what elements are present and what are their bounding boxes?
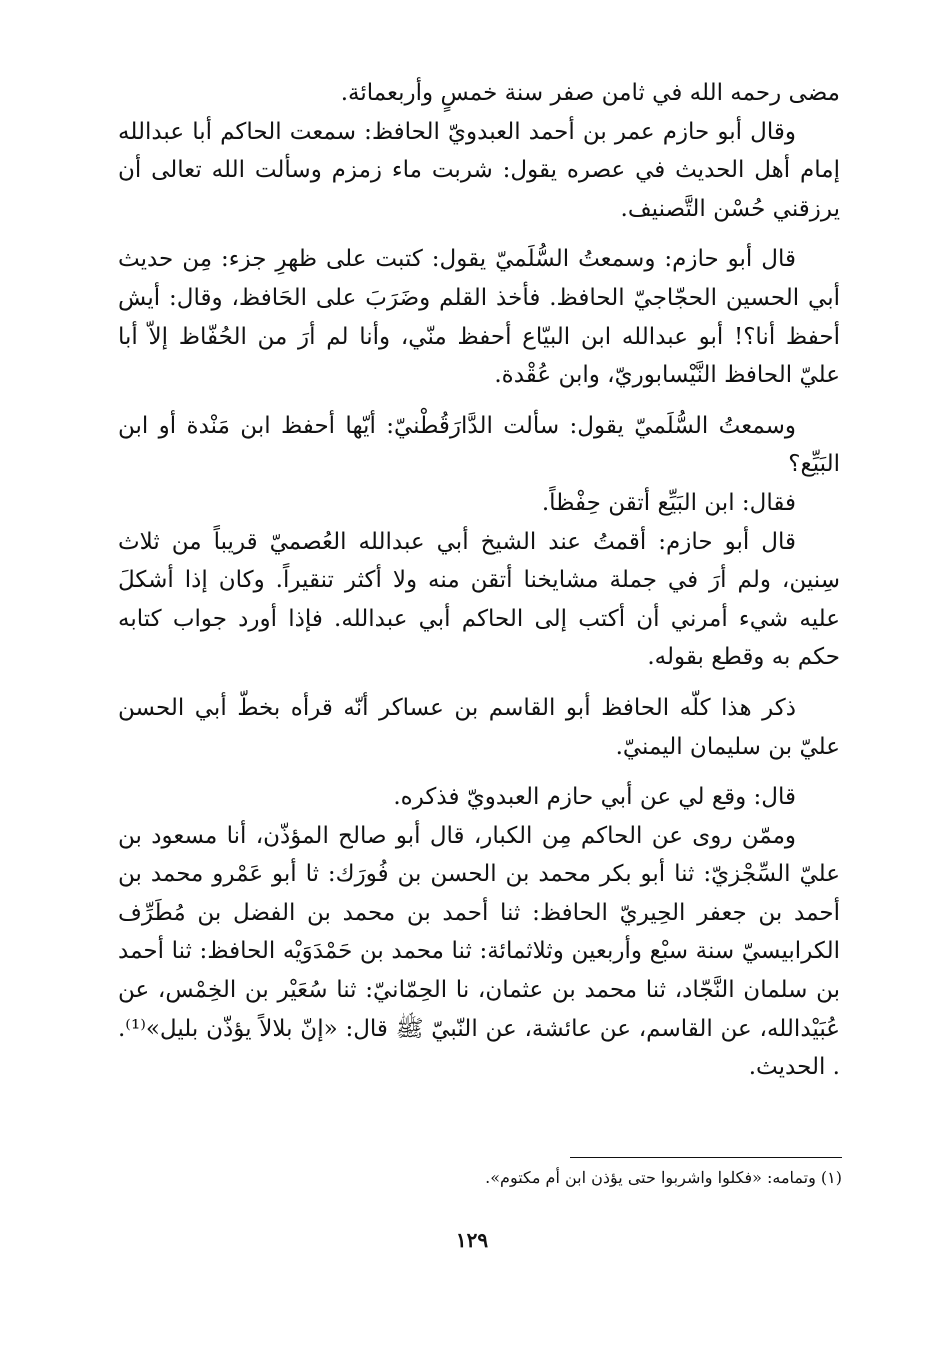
paragraph-7: ذكر هذا كلّه الحافظ أبو القاسم بن عساكر أنّه قرأه بخطّ أبي الحسن عليّ بن سليمان اليمنيّ.: [118, 694, 840, 760]
page-number: ١٢٩: [455, 1228, 489, 1252]
footnote-divider: [570, 1157, 842, 1158]
paragraph-2: وقال أبو حازم عمر بن أحمد العبدويّ الحافظ: سمعت الحاكم أبا عبدالله إمام أهل الحديث في عصره يقول: شربت ماء زمزم وسألت الله تعالى أن يرزقني حُسْن التَّصنيف.: [118, 118, 840, 222]
paragraph-1: مضى رحمه الله في ثامن صفر سنة خمسٍ وأربعمائة.: [340, 80, 840, 106]
paragraph-8: قال: وقع لي عن أبي حازم العبدويّ فذكره.: [393, 784, 796, 811]
paragraph-6: قال أبو حازم: أقمتُ عند الشيخ أبي عبدالله العُصميّ قريباً من ثلاث سِنين، ولم أرَ في جملة مشايخنا أتقن منه ولا أكثر تنقيراً. وكان إذا أشكلَ عليه شيء أمرني أن أكتب إلى الحاكم أبي عبدالله. فإذا أورد جواب كتابه حكم به وقطع بقوله.: [118, 528, 840, 671]
footnote: (١) وتمامه: «فكلوا واشربوا حتى يؤذن ابن أم مكتوم».: [485, 1168, 842, 1187]
paragraph-9: وممّن روى عن الحاكم مِن الكبار، قال أبو صالح المؤذّن، أنا مسعود بن عليّ السِّجْزيّ: ثنا أبو بكر محمد بن الحسن بن فُورَك: ثا أبو عَمْرو محمد بن أحمد بن جعفر الحِيريّ الحافظ: ثنا أحمد بن محمد بن الفضل بن مُطَرِّف الكرابيسيّ سنة سبْع وأربعين وثلاثمائة: ثنا محمد بن حَمْدَوَيْه الحافظ: ثنا أحمد بن سلمان النَّجّاد، ثنا محمد بن عثمان، نا الحِمّانيّ: ثنا سُعَيْر بن الخِمْس، عن عُبَيْدالله، عن القاسم، عن عائشة، عن النّبيّ ﷺ قال: «إنّ بلالاً يؤذّن بليل»⁽¹⁾. . الحديث.: [118, 822, 840, 1081]
paragraph-4: وسمعتُ السُّلَميّ يقول: سألت الدَّارَقُطْنيّ: أيّها أحفظ ابن مَنْدة أو ابن البَيِّع؟: [118, 412, 840, 478]
paragraph-3: قال أبو حازم: وسمعتُ السُّلَميّ يقول: كتبت على ظهرِ جزء: مِن حديث أبي الحسين الحجّاجيّ الحافظ. فأخذ القلم وضَرَبَ على الحَافظ، وقال: أيش أحفظ أنا؟! أبو عبدالله ابن البيّاع أحفظ منّي، وأنا لم أرَ من الحُفّاظ إلاّ أبا عليّ الحافظ النَّيْسابوريّ، وابن عُقْدة.: [118, 246, 840, 389]
paragraph-5: فقال: ابن البَيِّع أتقن حِفْظاً.: [541, 489, 796, 516]
main-text: [118, 74, 840, 1087]
